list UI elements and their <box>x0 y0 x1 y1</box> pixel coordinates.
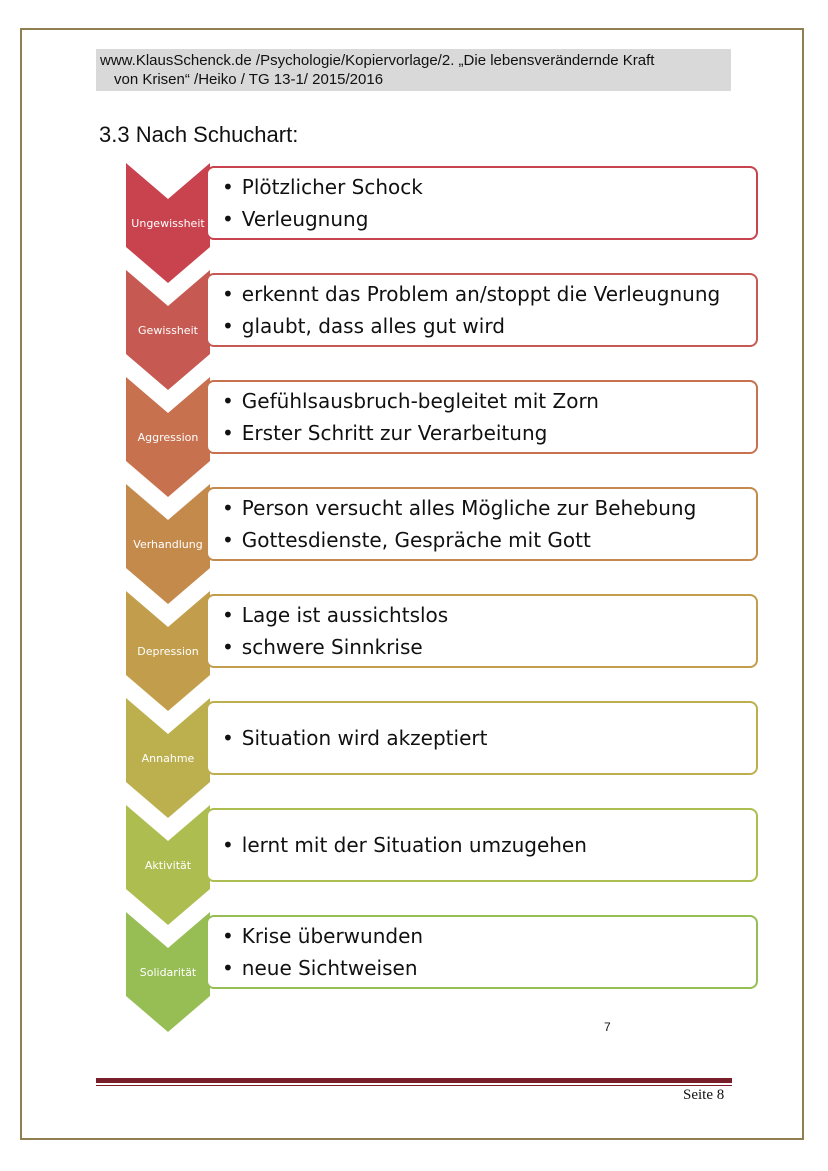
stage-label: Annahme <box>141 752 195 765</box>
stage-bullet: • glaubt, dass alles gut wird <box>222 310 720 342</box>
stage-bullet-list <box>222 492 696 556</box>
stage-bullet: • Person versucht alles Mögliche zur Behebung <box>222 492 696 524</box>
stage-bullet: • Gottesdienste, Gespräche mit Gott <box>222 524 696 556</box>
stage-label: Aggression <box>137 431 199 444</box>
stage-label: Aktivität <box>144 859 192 872</box>
stage-bullet: • Lage ist aussichtslos <box>222 599 448 631</box>
page-number: Seite 8 <box>683 1087 725 1103</box>
footer-rule <box>96 1078 732 1083</box>
stage-label: Ungewissheit <box>131 217 205 230</box>
stage-bullet-list <box>222 171 423 235</box>
stage-label: Gewissheit <box>138 324 198 337</box>
stage-label: Verhandlung <box>133 538 203 551</box>
stage-bullet: • Plötzlicher Schock <box>222 171 423 203</box>
stage-bullet: • neue Sichtweisen <box>222 952 423 984</box>
stage-bullet-list <box>222 599 448 663</box>
stage-bullet: • Verleugnung <box>222 203 423 235</box>
stage-bullet: • Gefühlsausbruch-begleitet mit Zorn <box>222 385 599 417</box>
stage-bullet-list <box>222 385 599 449</box>
stage-label: Depression <box>137 645 199 658</box>
stage-bullet: • lernt mit der Situation umzugehen <box>222 829 587 861</box>
stage-bullet: • erkennt das Problem an/stoppt die Verleugnung <box>222 278 720 310</box>
footer-rule-thin <box>96 1085 732 1086</box>
page-mark: 7 <box>604 1020 611 1034</box>
stage-bullet: • Krise überwunden <box>222 920 423 952</box>
stage-label: Solidarität <box>139 966 197 979</box>
stage-bullet-list <box>222 722 487 754</box>
stage-bullet-list <box>222 829 587 861</box>
header-banner <box>96 49 731 91</box>
stage-bullet: • Erster Schritt zur Verarbeitung <box>222 417 599 449</box>
stage-bullet-list <box>222 920 423 984</box>
stage-bullet: • schwere Sinnkrise <box>222 631 448 663</box>
section-title: 3.3 Nach Schuchart: <box>99 122 299 147</box>
stage-bullet: • Situation wird akzeptiert <box>222 722 487 754</box>
header-line-2: von Krisen“ /Heiko / TG 13-1/ 2015/2016 <box>114 71 384 88</box>
header-line-1: www.KlausSchenck.de /Psychologie/Kopiervorlage/2. „Die lebensverändernde Kraft <box>100 52 655 69</box>
stage-bullet-list <box>222 278 720 342</box>
